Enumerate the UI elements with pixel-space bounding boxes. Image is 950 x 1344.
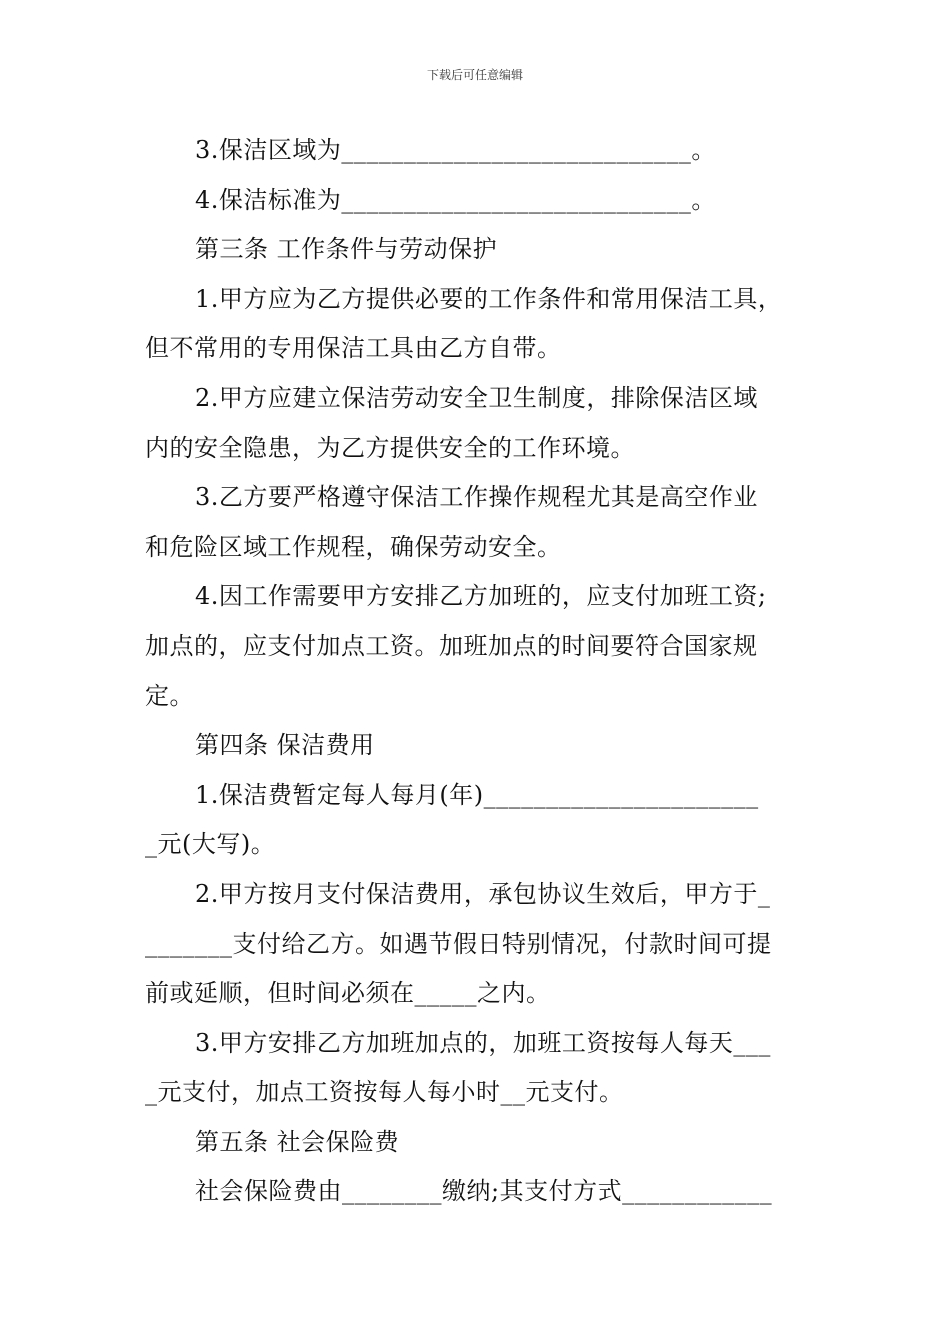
clause-line: 2.甲方按月支付保洁费用，承包协议生效后，甲方于_ [195,879,771,908]
clause-line: 4.保洁标准为____________________________。 [195,185,716,214]
clause-line: 社会保险费由________缴纳;其支付方式____________ [195,1177,773,1206]
section-heading: 第五条 社会保险费 [195,1127,400,1156]
clause-line: 3.保洁区域为____________________________。 [195,136,716,164]
clause-line: 3.乙方要严格遵守保洁工作操作规程尤其是高空作业 [195,483,758,512]
clause-line: 4.因工作需要甲方安排乙方加班的，应支付加班工资; [195,582,767,611]
clause-line: 定。 [145,681,194,710]
clause-line: 1.保洁费暂定每人每月(年)______________________ [195,780,759,809]
clause-line: 内的安全隐患，为乙方提供安全的工作环境。 [145,433,635,462]
clause-line: 前或延顺，但时间必须在_____之内。 [145,979,551,1008]
clause-line: 1.甲方应为乙方提供必要的工作条件和常用保洁工具， [195,284,783,313]
document-body [145,126,815,1217]
clause-line: 3.甲方安排乙方加班加点的，加班工资按每人每天___ [195,1028,771,1057]
section-heading: 第四条 保洁费用 [195,731,375,760]
clause-line: _元支付，加点工资按每人每小时__元支付。 [145,1078,624,1107]
clause-line: 和危险区域工作规程，确保劳动安全。 [145,532,562,561]
clause-line: _元(大写)。 [145,830,276,859]
clause-line: 2.甲方应建立保洁劳动安全卫生制度，排除保洁区域 [195,383,758,412]
clause-line: _______支付给乙方。如遇节假日特别情况，付款时间可提 [145,929,772,958]
page-header: 下载后可任意编辑 [426,68,523,82]
clause-line: 加点的，应支付加点工资。加班加点的时间要符合国家规 [145,631,758,660]
section-heading: 第三条 工作条件与劳动保护 [195,235,498,264]
clause-line: 但不常用的专用保洁工具由乙方自带。 [145,334,562,363]
